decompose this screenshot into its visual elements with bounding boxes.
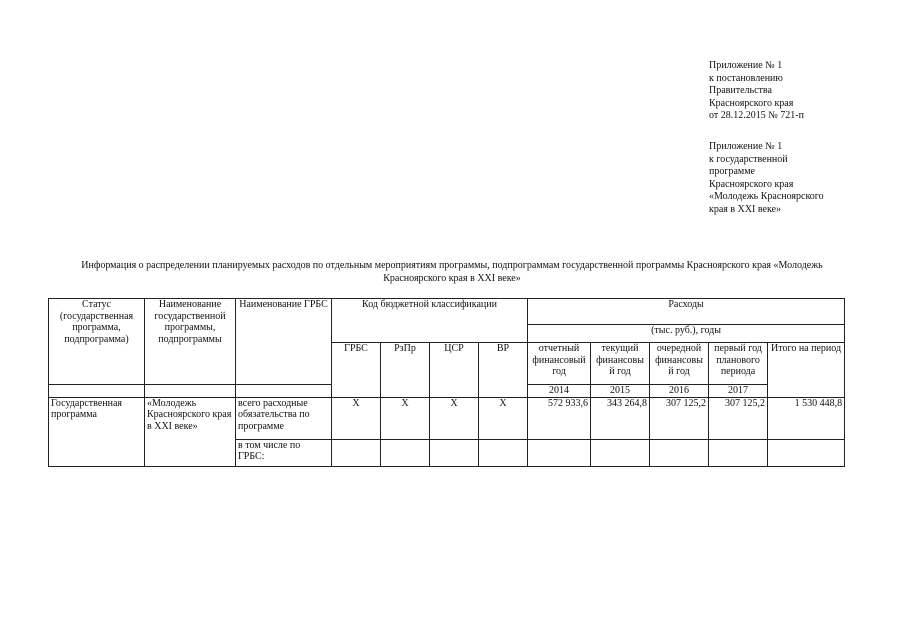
header-row-1 bbox=[49, 299, 845, 325]
appendix-line: Приложение № 1 bbox=[709, 60, 783, 71]
header-first-plan-year: первый год планового периода bbox=[709, 343, 768, 385]
year-2014: 2014 bbox=[528, 385, 591, 398]
appendix-line: Приложение № 1 bbox=[709, 141, 783, 152]
row-grbs: Х bbox=[332, 397, 381, 439]
header-next-year: очередной финансовы й год bbox=[650, 343, 709, 385]
header-current-year: текущий финансовы й год bbox=[591, 343, 650, 385]
header-report-year: отчетный финансовый год bbox=[528, 343, 591, 385]
row-vr: Х bbox=[479, 397, 528, 439]
appendix-line: Красноярского края bbox=[709, 178, 794, 190]
row-csr: Х bbox=[430, 397, 479, 439]
row-value-2017: 307 125,2 bbox=[709, 397, 768, 439]
title-line-2: Красноярского края в XXI веке» bbox=[383, 273, 521, 284]
appendix-to-program bbox=[709, 141, 824, 217]
title-line-1: Информация о распределении планируемых расходов по отдельным мероприятиям программы, подпрограммам государственной программы Красноярского края «Молодежь bbox=[81, 260, 823, 271]
appendix-line: от 28.12.2015 № 721-п bbox=[709, 110, 804, 122]
header-csr: ЦСР bbox=[430, 343, 479, 398]
appendix-line: к постановлению bbox=[709, 72, 783, 84]
header-program-name: Наименование государственной программы, подпрограммы bbox=[145, 299, 236, 385]
appendix-line: программе bbox=[709, 166, 755, 178]
row-grbs-name: всего расходные обязательства по программе bbox=[236, 397, 332, 439]
year-2017: 2017 bbox=[709, 385, 768, 398]
row-value-2016: 307 125,2 bbox=[650, 397, 709, 439]
header-status: Статус (государственная программа, подпрограмма) bbox=[49, 299, 145, 385]
appendix-line: «Молодежь Красноярского bbox=[709, 191, 824, 203]
row-value-total: 1 530 448,8 bbox=[768, 397, 845, 439]
row-value-2014: 572 933,6 bbox=[528, 397, 591, 439]
row-rzpr: Х bbox=[381, 397, 430, 439]
year-2016: 2016 bbox=[650, 385, 709, 398]
header-budget-code: Код бюджетной классификации bbox=[332, 299, 528, 343]
row-grbs-name: в том числе по ГРБС: bbox=[236, 439, 332, 466]
table-row bbox=[49, 397, 845, 439]
expense-distribution-table bbox=[48, 298, 845, 467]
header-total: Итого на период bbox=[768, 343, 845, 398]
appendix-to-resolution bbox=[709, 60, 804, 123]
appendix-line: Правительства bbox=[709, 85, 772, 97]
appendix-line: к государственной bbox=[709, 153, 788, 165]
row-status: Государственная программа bbox=[49, 397, 145, 466]
header-grbs-name: Наименование ГРБС bbox=[236, 299, 332, 385]
header-grbs: ГРБС bbox=[332, 343, 381, 398]
header-expenses-unit: (тыс. руб.), годы bbox=[528, 325, 845, 343]
header-expenses: Расходы bbox=[528, 299, 845, 325]
row-program-name: «Молодежь Красноярского края в XXI веке» bbox=[145, 397, 236, 466]
row-value-2015: 343 264,8 bbox=[591, 397, 650, 439]
header-vr: ВР bbox=[479, 343, 528, 398]
appendix-line: края в XXI веке» bbox=[709, 203, 782, 215]
header-rzpr: РзПр bbox=[381, 343, 430, 398]
year-2015: 2015 bbox=[591, 385, 650, 398]
appendix-line: Красноярского края bbox=[709, 97, 794, 109]
document-title bbox=[52, 259, 852, 285]
